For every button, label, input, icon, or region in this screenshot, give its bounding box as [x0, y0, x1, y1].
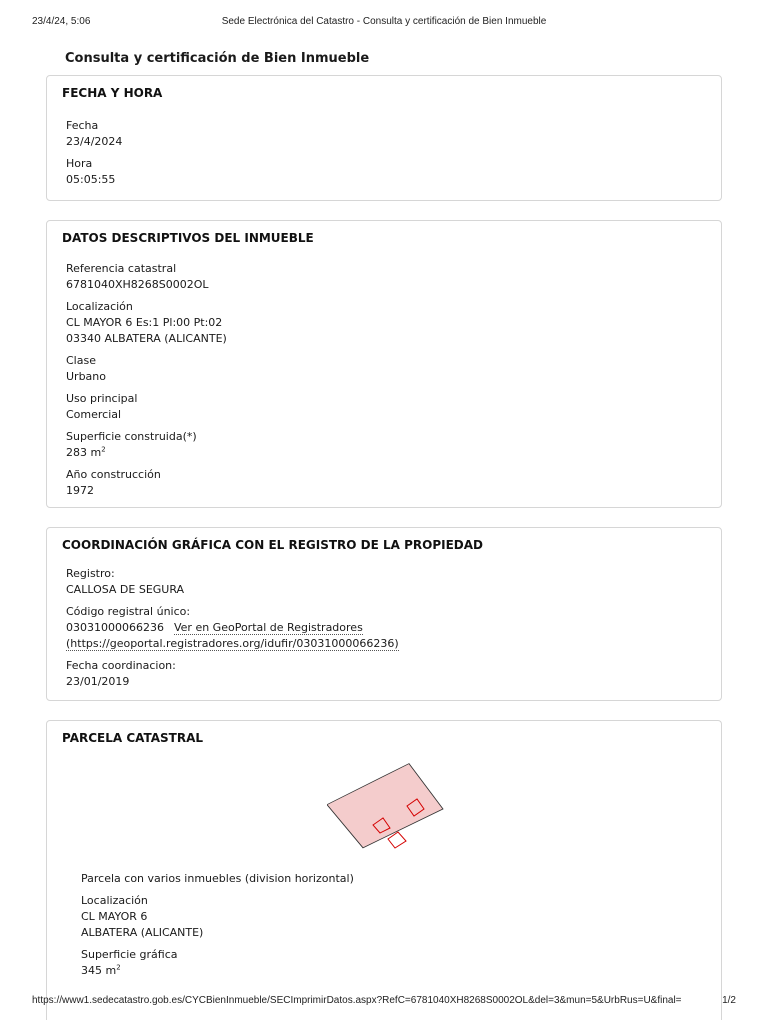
fecha-hora-title: FECHA Y HORA [62, 86, 163, 100]
clase-label: Clase [66, 354, 96, 367]
hora-label: Hora [66, 157, 93, 170]
fecha-hora-panel [46, 75, 722, 201]
parcela-tipo-field [81, 871, 354, 887]
fecha-label: Fecha [66, 119, 99, 132]
parcela-panel [46, 720, 722, 1020]
superficie-number: 283 m [66, 446, 102, 459]
datos-descriptivos-panel [46, 220, 722, 508]
parcela-localizacion-line2: ALBATERA (ALICANTE) [81, 926, 204, 939]
superficie-field [66, 429, 227, 461]
anio-field [66, 467, 227, 499]
parcela-superficie-label: Superficie gráfica [81, 948, 178, 961]
clase-value: Urbano [66, 370, 106, 383]
uso-label: Uso principal [66, 392, 138, 405]
datos-title: DATOS DESCRIPTIVOS DEL INMUEBLE [62, 231, 314, 245]
referencia-value: 6781040XH8268S0002OL [66, 278, 209, 291]
superficie-label: Superficie construida(*) [66, 430, 197, 443]
referencia-label: Referencia catastral [66, 262, 177, 275]
localizacion-line2: 03340 ALBATERA (ALICANTE) [66, 332, 227, 345]
fecha-value: 23/4/2024 [66, 135, 123, 148]
geoportal-url-link[interactable]: (https://geoportal.registradores.org/idufir/03031000066236) [66, 637, 399, 650]
print-url: https://www1.sedecatastro.gob.es/CYCBienInmueble/SECImprimirDatos.aspx?RefC=6781040XH8268S0002OL&del=3&mun=5&UrbRus=U&final= [32, 995, 682, 1006]
parcel-shape [327, 764, 443, 848]
parcela-superficie-value [81, 963, 354, 979]
referencia-field [66, 261, 227, 293]
parcela-localizacion-label: Localización [81, 894, 148, 907]
uso-field [66, 391, 227, 423]
fecha-coordinacion-label: Fecha coordinacion: [66, 659, 176, 672]
uso-value: Comercial [66, 408, 122, 421]
parcela-localizacion-field [81, 893, 354, 941]
coordinacion-title: COORDINACIÓN GRÁFICA CON EL REGISTRO DE LA PROPIEDAD [62, 538, 484, 552]
localizacion-line1: CL MAYOR 6 Es:1 Pl:00 Pt:02 [66, 316, 223, 329]
parcela-superficie-exponent: 2 [116, 963, 121, 972]
hora-field [66, 156, 122, 188]
codigo-label: Código registral único: [66, 605, 191, 618]
parcel-map [327, 761, 447, 851]
anio-value: 1972 [66, 484, 94, 497]
codigo-line [66, 620, 399, 636]
registro-field [66, 566, 399, 598]
codigo-value: 03031000066236 [66, 621, 164, 634]
fecha-coordinacion-field [66, 658, 399, 690]
anio-label: Año construcción [66, 468, 161, 481]
superficie-value [66, 445, 227, 461]
parcela-title: PARCELA CATASTRAL [62, 731, 204, 745]
document-title: Consulta y certificación de Bien Inmueble [65, 51, 370, 66]
registro-label: Registro: [66, 567, 115, 580]
fecha-coordinacion-value: 23/01/2019 [66, 675, 130, 688]
fecha-field [66, 118, 122, 150]
registro-value: CALLOSA DE SEGURA [66, 583, 185, 596]
parcela-superficie-field [81, 947, 354, 979]
hora-value: 05:05:55 [66, 173, 116, 186]
coordinacion-panel [46, 527, 722, 701]
parcela-tipo: Parcela con varios inmuebles (division horizontal) [81, 872, 354, 885]
print-window-title: Sede Electrónica del Catastro - Consulta y certificación de Bien Inmueble [221, 16, 547, 27]
print-datetime: 23/4/24, 5:06 [32, 16, 91, 27]
superficie-exponent: 2 [101, 445, 106, 454]
print-page-number: 1/2 [722, 995, 736, 1006]
parcela-superficie-number: 345 m [81, 964, 117, 977]
parcela-localizacion-line1: CL MAYOR 6 [81, 910, 148, 923]
geoportal-link[interactable]: Ver en GeoPortal de Registradores [173, 621, 363, 634]
clase-field [66, 353, 227, 385]
localizacion-label: Localización [66, 300, 133, 313]
localizacion-field [66, 299, 227, 347]
codigo-field [66, 604, 399, 652]
